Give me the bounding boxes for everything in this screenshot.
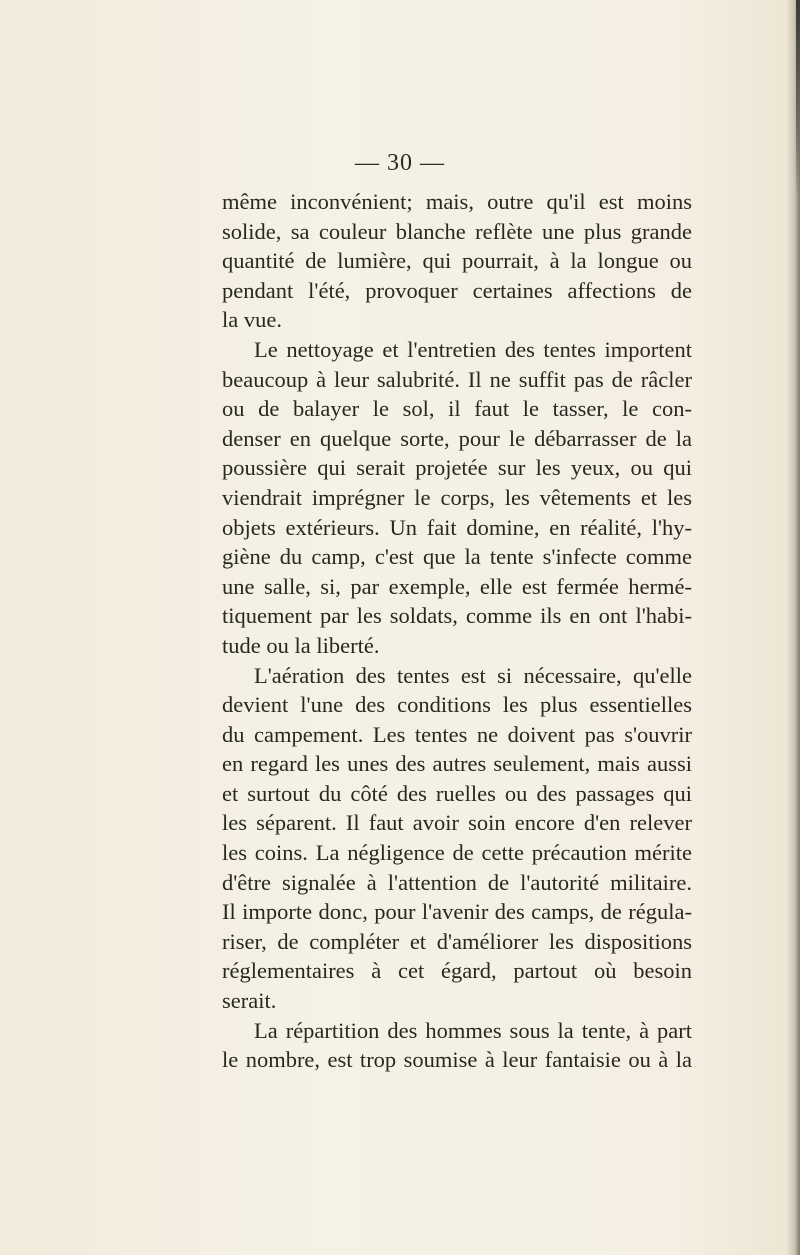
text-line: giène du camp, c'est que la tente s'infecte comme <box>222 544 692 570</box>
text-line: L'aération des tentes est si nécessaire, qu'elle <box>254 662 692 688</box>
page-number: — 30 — <box>355 150 445 176</box>
text-line: ou de balayer le sol, il faut le tasser, le con- <box>222 396 692 422</box>
text-line: tiquement par les soldats, comme ils en ont l'habi- <box>222 603 692 629</box>
text-line: serait. <box>222 988 277 1014</box>
text-line: d'être signalée à l'attention de l'autorité militaire. <box>222 869 692 895</box>
text-line: devient l'une des conditions les plus essentielles <box>222 692 692 718</box>
text-line: pendant l'été, provoquer certaines affections de <box>222 277 692 303</box>
text-line: viendrait imprégner le corps, les vêtements et les <box>222 484 692 510</box>
body-text <box>222 187 692 1075</box>
text-line: du campement. Les tentes ne doivent pas s'ouvrir <box>222 721 692 747</box>
text-line: le nombre, est trop soumise à leur fantaisie ou à la <box>222 1047 692 1073</box>
text-line: Le nettoyage et l'entretien des tentes importent <box>254 336 692 362</box>
text-line: et surtout du côté des ruelles ou des passages qui <box>222 780 692 806</box>
text-line: poussière qui serait projetée sur les yeux, ou qui <box>222 455 692 481</box>
text-line: solide, sa couleur blanche reflète une plus grande <box>222 218 692 244</box>
text-line: une salle, si, par exemple, elle est fermée hermé- <box>222 573 692 599</box>
text-line: Il importe donc, pour l'avenir des camps, de régula- <box>222 899 692 925</box>
text-line: beaucoup à leur salubrité. Il ne suffit pas de râcler <box>222 366 692 392</box>
text-line: en regard les unes des autres seulement, mais aussi <box>222 751 692 777</box>
text-line: riser, de compléter et d'améliorer les dispositions <box>222 928 692 954</box>
text-line: la vue. <box>222 307 282 333</box>
text-line: les séparent. Il faut avoir soin encore d'en relever <box>222 810 692 836</box>
text-line: les coins. La négligence de cette précaution mérite <box>222 840 692 866</box>
text-line: quantité de lumière, qui pourrait, à la longue ou <box>222 248 692 274</box>
text-line: objets extérieurs. Un fait domine, en réalité, l'hy- <box>222 514 692 540</box>
text-line: denser en quelque sorte, pour le débarrasser de la <box>222 425 692 451</box>
text-line: La répartition des hommes sous la tente, à part <box>254 1017 692 1043</box>
text-line: tude ou la liberté. <box>222 632 380 658</box>
text-line: même inconvénient; mais, outre qu'il est moins <box>222 189 692 214</box>
text-line: réglementaires à cet égard, partout où besoin <box>222 958 692 984</box>
